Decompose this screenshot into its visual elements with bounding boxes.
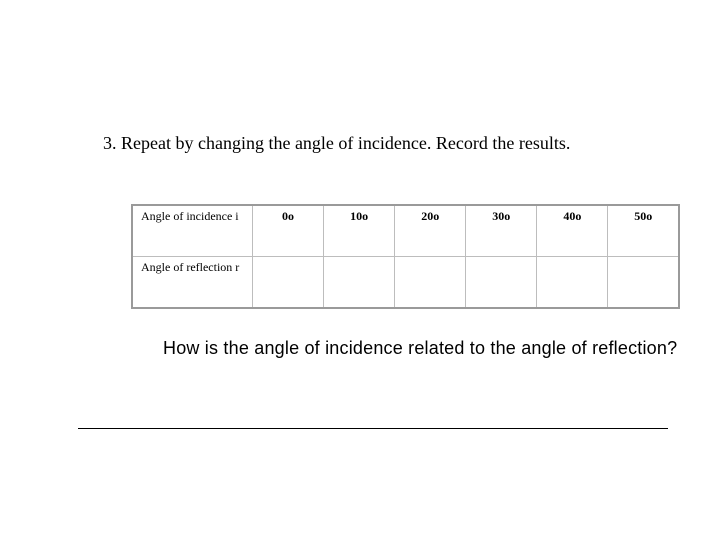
row-label-reflection: Angle of reflection r: [132, 257, 253, 309]
row-label-incidence: Angle of incidence i: [132, 205, 253, 257]
results-table: [131, 204, 680, 309]
incidence-angle-cell: 0o: [253, 205, 324, 257]
incidence-angle-cell: 30o: [466, 205, 537, 257]
reflection-angle-cell: [324, 257, 395, 309]
incidence-angle-cell: 10o: [324, 205, 395, 257]
table-row-incidence: [132, 205, 679, 257]
reflection-angle-cell: [253, 257, 324, 309]
reflection-angle-cell: [395, 257, 466, 309]
answer-line: [78, 428, 668, 429]
reflection-angle-cell: [608, 257, 679, 309]
reflection-angle-cell: [537, 257, 608, 309]
instruction-text: 3. Repeat by changing the angle of incidence. Record the results.: [103, 133, 571, 153]
table-row-reflection: [132, 257, 679, 309]
incidence-angle-cell: 50o: [608, 205, 679, 257]
incidence-angle-cell: 40o: [537, 205, 608, 257]
question-text: How is the angle of incidence related to the angle of reflection?: [163, 338, 678, 358]
incidence-angle-cell: 20o: [395, 205, 466, 257]
reflection-angle-cell: [466, 257, 537, 309]
